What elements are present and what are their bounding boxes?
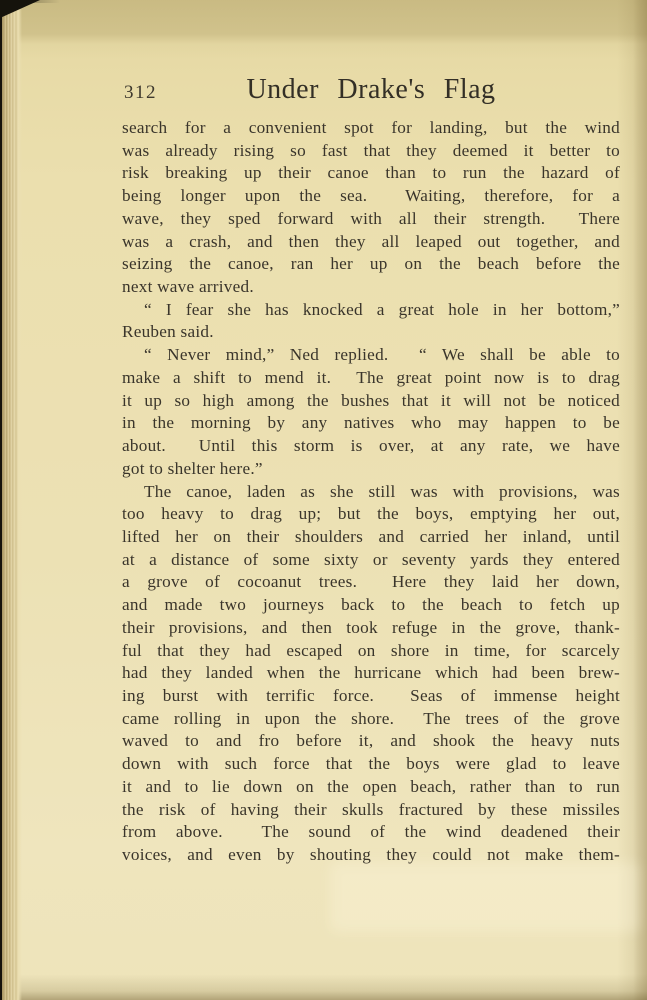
text-line: wave, they sped forward with all their strength. There xyxy=(122,208,620,228)
text-line: being longer upon the sea. Waiting, therefore, for a xyxy=(122,186,620,206)
text-line: down with such force that the boys were glad to leave xyxy=(122,754,620,774)
text-line: seizing the canoe, ran her up on the beach before the xyxy=(122,254,620,274)
paragraph xyxy=(122,299,620,344)
text-line: was already rising so fast that they deemed it better to xyxy=(122,140,620,160)
text-line: Reuben said. xyxy=(122,322,214,342)
text-line: next wave arrived. xyxy=(122,277,254,297)
text-line: had they landed when the hurricane which had been brew- xyxy=(122,663,620,683)
paragraph xyxy=(122,481,620,867)
text-line: from above. The sound of the wind deadened their xyxy=(122,822,620,842)
page-number: 312 xyxy=(124,82,157,103)
text-line: waved to and fro before it, and shook the heavy nuts xyxy=(122,731,620,751)
text-line: the risk of having their skulls fractured by these missiles xyxy=(122,799,620,819)
text-line: it and to lie down on the open beach, rather than to run xyxy=(122,776,620,796)
text-line: about. Until this storm is over, at any rate, we have xyxy=(122,436,620,456)
text-line: risk breaking up their canoe than to run the hazard of xyxy=(122,163,620,183)
text-line: it up so high among the bushes that it will not be noticed xyxy=(122,390,620,410)
text-line: was a crash, and then they all leaped out together, and xyxy=(122,231,620,251)
text-line: ing burst with terrific force. Seas of immense height xyxy=(122,685,620,705)
text-line: too heavy to drag up; but the boys, emptying her out, xyxy=(122,504,620,524)
text-line: voices, and even by shouting they could not make them- xyxy=(122,845,620,864)
text-line: lifted her on their shoulders and carried her inland, until xyxy=(122,526,620,546)
text-line: “ Never mind,” Ned replied. “ We shall be able to xyxy=(144,345,620,365)
text-line: make a shift to mend it. The great point now is to drag xyxy=(122,367,620,387)
running-title: Under Drake's Flag xyxy=(246,74,496,105)
text-line: their provisions, and then took refuge in the grove, thank- xyxy=(122,617,620,637)
text-line: got to shelter here.” xyxy=(122,458,263,478)
book-binding-page-edges xyxy=(0,0,22,1000)
paragraph xyxy=(122,344,620,480)
text-line: a grove of cocoanut trees. Here they laid her down, xyxy=(122,572,620,592)
page-header xyxy=(122,70,620,106)
text-line: search for a convenient spot for landing, but the wind xyxy=(122,118,620,137)
text-line: ful that they had escaped on shore in time, for scarcely xyxy=(122,640,620,660)
page-content xyxy=(122,0,620,1000)
text-line: and made two journeys back to the beach to fetch up xyxy=(122,595,620,615)
text-block xyxy=(122,117,620,867)
text-line: The canoe, laden as she still was with provisions, was xyxy=(144,481,620,501)
text-line: at a distance of some sixty or seventy yards they entered xyxy=(122,549,620,569)
text-line: came rolling in upon the shore. The trees of the grove xyxy=(122,708,620,728)
text-line: “ I fear she has knocked a great hole in her bottom,” xyxy=(144,299,620,319)
text-line: in the morning by any natives who may happen to be xyxy=(122,413,620,433)
paragraph xyxy=(122,117,620,299)
